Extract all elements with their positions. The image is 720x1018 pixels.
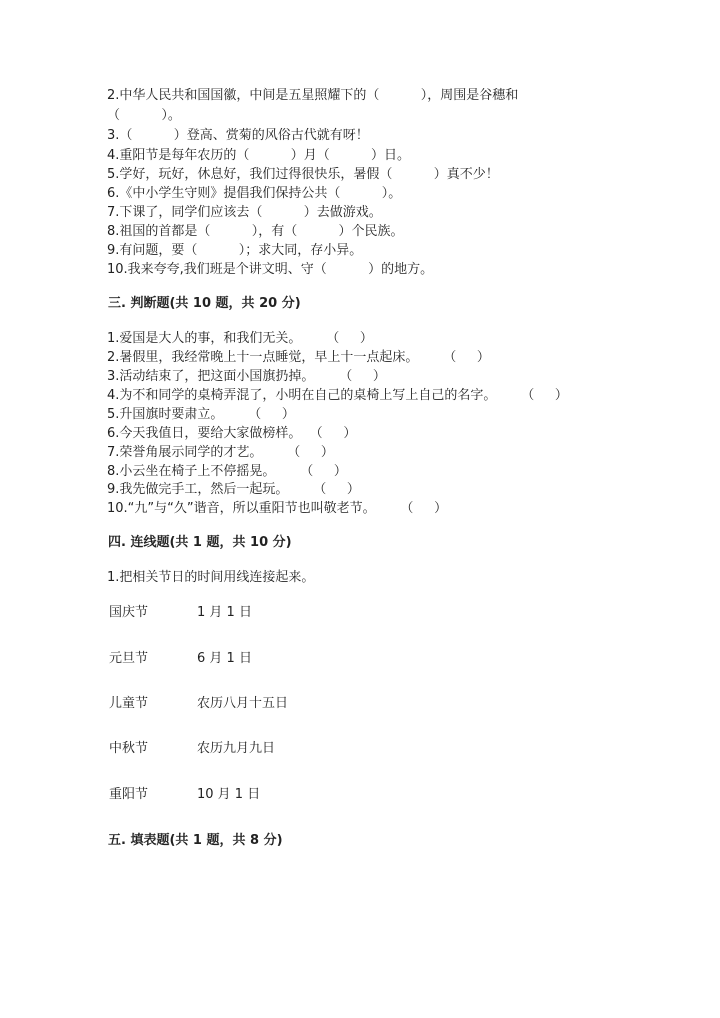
section-heading-judge: 三. 判断题(共 10 题，共 20 分)	[108, 296, 301, 311]
question-line: 6.《中小学生守则》提倡我们保持公共（ ）。	[107, 186, 402, 201]
connect-prompt: 1.把相关节日的时间用线连接起来。	[107, 570, 315, 585]
section-heading-table: 五. 填表题(共 1 题，共 8 分)	[108, 833, 283, 848]
judge-item: 10.“九”与“久”谐音，所以重阳节也叫敬老节。 （ ）	[107, 501, 448, 516]
question-line: 2.中华人民共和国国徽，中间是五星照耀下的（ ），周围是谷穗和	[107, 88, 519, 103]
festival-name: 儿童节	[109, 696, 149, 711]
judge-item: 5.升国旗时要肃立。 （ ）	[107, 407, 295, 422]
question-line: 10.我来夸夸,我们班是个讲文明、守（ ）的地方。	[107, 262, 434, 277]
question-line: 3.（ ）登高、赏菊的风俗古代就有呀！	[107, 128, 369, 143]
festival-name: 元旦节	[109, 651, 149, 666]
question-line: 7.下课了，同学们应该去（ ）去做游戏。	[107, 205, 382, 220]
question-line: 9.有问题，要（ ）；求大同，存小异。	[107, 243, 363, 258]
judge-item: 2.暑假里，我经常晚上十一点睡觉，早上十一点起床。 （ ）	[107, 350, 490, 365]
judge-item: 4.为不和同学的桌椅弄混了，小明在自己的桌椅上写上自己的名字。 （ ）	[107, 388, 568, 403]
question-line: 8.祖国的首都是（ ），有（ ）个民族。	[107, 224, 404, 239]
festival-date: 10 月 1 日	[197, 787, 261, 802]
judge-item: 8.小云坐在椅子上不停摇晃。 （ ）	[107, 464, 347, 479]
festival-date: 农历八月十五日	[197, 696, 289, 711]
festival-date: 农历九月九日	[197, 741, 276, 756]
question-line: （ ）。	[107, 108, 181, 123]
question-line: 5.学好，玩好，休息好，我们过得很快乐，暑假（ ）真不少！	[107, 167, 499, 182]
festival-date: 1 月 1 日	[197, 605, 252, 620]
festival-name: 重阳节	[109, 787, 149, 802]
judge-item: 1.爱国是大人的事，和我们无关。 （ ）	[107, 331, 373, 346]
question-line: 4.重阳节是每年农历的（ ）月（ ）日。	[107, 148, 411, 163]
judge-item: 6.今天我值日，要给大家做榜样。 （ ）	[107, 426, 357, 441]
judge-item: 7.荣誉角展示同学的才艺。 （ ）	[107, 445, 334, 460]
judge-item: 3.活动结束了，把这面小国旗扔掉。 （ ）	[107, 369, 386, 384]
festival-name: 中秋节	[109, 741, 149, 756]
judge-item: 9.我先做完手工，然后一起玩。 （ ）	[107, 482, 360, 497]
festival-name: 国庆节	[109, 605, 149, 620]
festival-date: 6 月 1 日	[197, 651, 252, 666]
section-heading-connect: 四. 连线题(共 1 题，共 10 分)	[108, 535, 292, 550]
